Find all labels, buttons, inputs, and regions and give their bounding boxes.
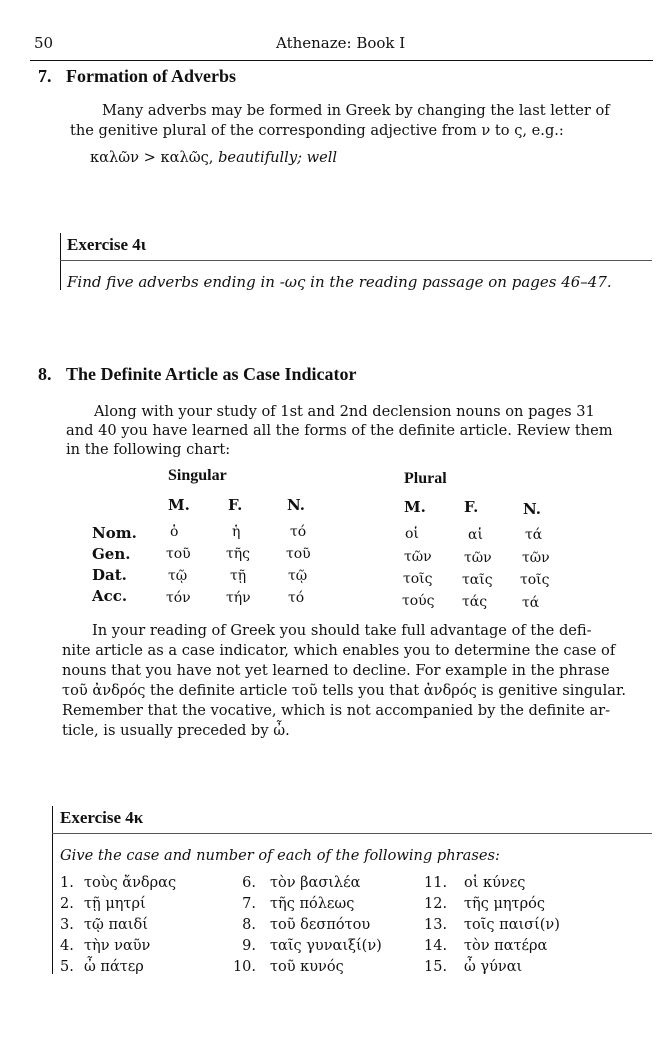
section-8-title: The Definite Article as Case Indicator	[66, 364, 357, 384]
form-acc-sg-m: τόν	[166, 590, 191, 606]
form-gen-sg-m: τοῦ	[166, 546, 191, 562]
form-nom-pl-f: αἱ	[468, 527, 483, 543]
exercise-item: 4. τὴν ναῦν	[60, 938, 151, 954]
exercise-item: 13. τοῖς παισί(ν)	[424, 917, 560, 933]
section-7-heading	[38, 66, 236, 87]
exercise-item: 6. τὸν βασιλέα	[242, 875, 361, 891]
example-greek: καλῶν > καλῶς,	[90, 149, 214, 166]
form-gen-pl-n: τῶν	[522, 550, 550, 566]
form-dat-sg-f: τῇ	[230, 568, 247, 584]
exercise-item: 5. ὦ πάτερ	[60, 959, 144, 975]
section-8-heading	[38, 364, 356, 385]
exercise-item: 9. ταῖς γυναιξί(ν)	[242, 938, 382, 954]
form-dat-pl-f: ταῖς	[462, 572, 493, 588]
exercise-item: 12. τῆς μητρός	[424, 896, 545, 912]
form-gen-sg-n: τοῦ	[286, 546, 311, 562]
section-7-para-line-2: the genitive plural of the corresponding adjective from ν to ς, e.g.:	[70, 122, 564, 139]
form-dat-sg-n: τῷ	[288, 568, 308, 584]
col-header-sg-f: F.	[228, 496, 243, 514]
section-8-intro-line-3: in the following chart:	[66, 441, 231, 458]
row-label-gen: Gen.	[92, 545, 131, 563]
form-nom-sg-f: ἡ	[232, 524, 241, 540]
exercise-4i-title: Exercise 4ι	[67, 235, 147, 254]
exercise-item: 15. ὦ γύναι	[424, 959, 523, 975]
page-number: 50	[34, 34, 54, 52]
form-acc-pl-m: τούς	[402, 593, 435, 609]
example-gloss: beautifully; well	[213, 149, 338, 166]
exercise-item: 3. τῷ παιδί	[60, 917, 148, 933]
header-rule	[30, 60, 653, 61]
row-label-acc: Acc.	[92, 587, 128, 605]
row-label-nom: Nom.	[92, 524, 137, 542]
exercise-item: 14. τὸν πατέρα	[424, 938, 548, 954]
col-header-sg-n: N.	[287, 496, 305, 514]
form-acc-sg-f: τήν	[226, 590, 251, 606]
col-header-pl-m: M.	[404, 498, 426, 516]
exercise-4k-bar	[52, 806, 53, 974]
section-8-after-line-2: nite article as a case indicator, which enables you to determine the case of	[62, 642, 616, 659]
exercise-4k-title: Exercise 4κ	[60, 808, 144, 827]
col-header-sg-m: M.	[168, 496, 190, 514]
form-nom-pl-n: τά	[525, 527, 543, 543]
section-8-after-line-1: In your reading of Greek you should take full advantage of the defi-	[92, 622, 592, 639]
section-7-number: 7.	[38, 66, 52, 86]
exercise-item: 11. οἱ κύνες	[424, 875, 526, 891]
exercise-item: 8. τοῦ δεσπότου	[242, 917, 371, 933]
exercise-4k-rule	[52, 833, 652, 834]
section-8-intro-line-1: Along with your study of 1st and 2nd declension nouns on pages 31	[94, 403, 595, 420]
form-nom-sg-n: τό	[290, 524, 307, 540]
section-8-number: 8.	[38, 364, 52, 384]
form-acc-pl-f: τάς	[462, 594, 488, 610]
row-label-dat: Dat.	[92, 566, 127, 584]
form-nom-pl-m: οἱ	[405, 526, 419, 542]
exercise-item: 10. τοῦ κυνός	[232, 959, 344, 975]
form-acc-sg-n: τό	[288, 590, 305, 606]
section-8-after-line-3: nouns that you have not yet learned to decline. For example in the phrase	[62, 662, 610, 679]
col-header-pl-n: N.	[523, 500, 541, 518]
running-title: Athenaze: Book I	[276, 34, 406, 52]
exercise-4i-instruction: Find five adverbs ending in -ως in the reading passage on pages 46–47.	[67, 273, 612, 291]
form-gen-pl-f: τῶν	[464, 550, 492, 566]
singular-label: Singular	[168, 467, 227, 484]
col-header-pl-f: F.	[464, 498, 479, 516]
form-gen-pl-m: τῶν	[404, 549, 432, 565]
plural-label: Plural	[404, 470, 447, 487]
section-8-after-line-6: ticle, is usually preceded by ὦ.	[62, 722, 290, 739]
exercise-item: 1. τοὺς ἄνδρας	[60, 875, 177, 891]
section-8-after-line-5: Remember that the vocative, which is not accompanied by the definite ar-	[62, 702, 611, 719]
section-7-title: Formation of Adverbs	[66, 66, 236, 86]
form-dat-sg-m: τῷ	[168, 568, 188, 584]
adverb-example	[90, 147, 337, 168]
section-7-para-line-1: Many adverbs may be formed in Greek by changing the last letter of	[102, 102, 610, 119]
form-dat-pl-n: τοῖς	[520, 572, 550, 588]
section-8-after-line-4: τοῦ ἀνδρός the definite article τοῦ tells you that ἀνδρός is genitive singular.	[62, 682, 626, 699]
exercise-4k-instruction: Give the case and number of each of the following phrases:	[60, 847, 500, 864]
form-acc-pl-n: τά	[522, 595, 540, 611]
exercise-item: 2. τῇ μητρί	[60, 896, 146, 912]
form-gen-sg-f: τῆς	[226, 546, 250, 562]
exercise-item: 7. τῆς πόλεως	[242, 896, 355, 912]
form-nom-sg-m: ὁ	[170, 524, 179, 540]
exercise-4i-rule	[60, 260, 652, 261]
form-dat-pl-m: τοῖς	[403, 571, 433, 587]
section-8-intro-line-2: and 40 you have learned all the forms of the definite article. Review them	[66, 422, 613, 439]
exercise-4i-bar	[60, 233, 61, 290]
